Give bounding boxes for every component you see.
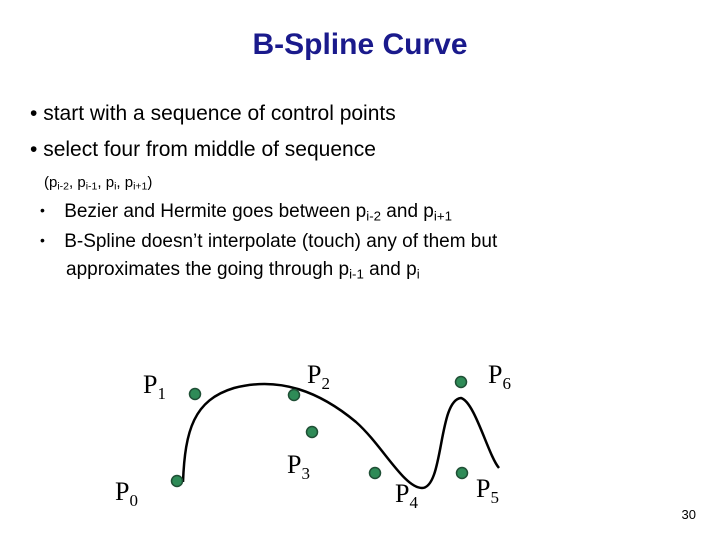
bullet-marker: • xyxy=(40,232,45,248)
label-p5: $P_5$ xyxy=(476,474,499,507)
label-p0: $P_0$ xyxy=(115,477,138,510)
bullet-text: select four from middle of sequence xyxy=(43,138,376,161)
label-p2: $P_2$ xyxy=(307,360,330,393)
bullet-text: start with a sequence of control points xyxy=(43,102,396,125)
label-p4: $P_4$ xyxy=(395,479,418,512)
control-point-p4 xyxy=(370,468,381,479)
bullet-marker: • xyxy=(30,102,38,125)
control-point-p0 xyxy=(172,476,183,487)
control-point-p5 xyxy=(457,468,468,479)
label-p6: $P_6$ xyxy=(488,360,511,393)
bullet-text: B-Spline doesn’t interpolate (touch) any of them but xyxy=(64,231,498,252)
control-point-p1 xyxy=(190,389,201,400)
bullet-marker: • xyxy=(40,202,45,218)
label-p3: $P_3$ xyxy=(287,450,310,483)
label-p1: $P_1$ xyxy=(143,370,166,403)
slide-title: B-Spline Curve xyxy=(252,28,468,61)
control-point-p6 xyxy=(456,377,467,388)
bullet-text: Bezier and Hermite goes between $p_{i-2}$ and $p_{i+1}$ xyxy=(64,201,452,224)
bullet-bspline-continued: approximates the going through $p_{i-1}$ and $p_i$ xyxy=(66,259,420,282)
slide-number: 30 xyxy=(681,507,696,522)
bullet-marker: • xyxy=(30,138,38,161)
bspline-curve xyxy=(183,384,499,488)
control-point-p3 xyxy=(307,427,318,438)
sequence-note: ($p_{i-2}$, $p_{i-1}$, $p_i$, $p_{i+1}$) xyxy=(44,174,153,193)
control-point-p2 xyxy=(289,390,300,401)
